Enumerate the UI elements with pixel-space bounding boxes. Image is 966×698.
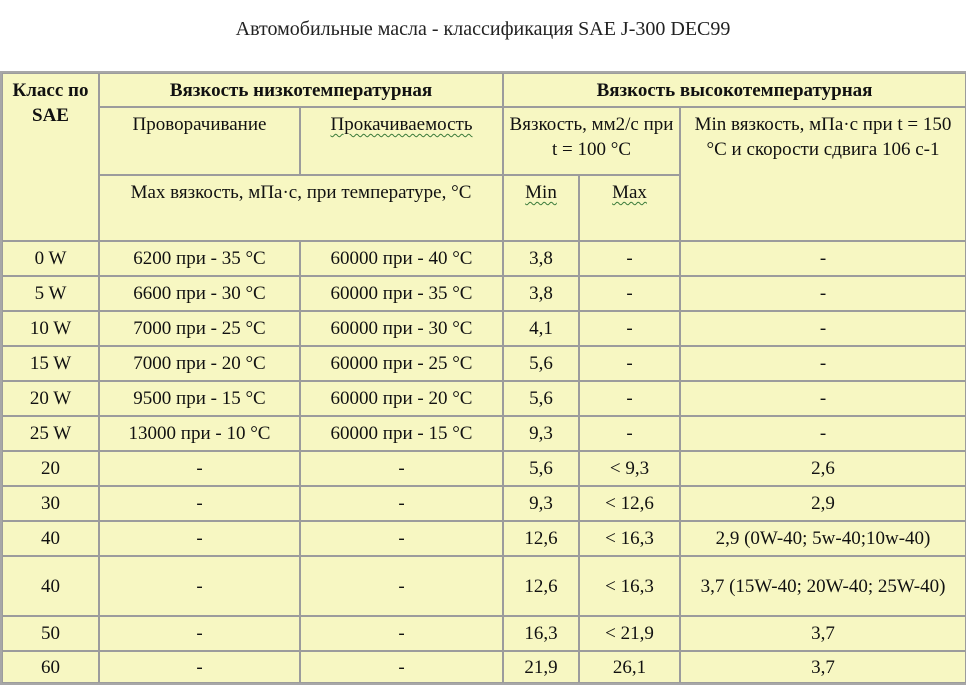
cell-pumping: 60000 при - 40 °С [300,241,503,276]
cell-min: 5,6 [503,451,579,486]
cell-min: 12,6 [503,556,579,616]
header-pumping-text: Прокачиваемость [330,114,473,135]
cell-hths: - [680,311,966,346]
cell-cranking: - [99,486,300,521]
cell-class: 30 [2,486,99,521]
cell-cranking: - [99,651,300,683]
table-row [2,346,966,381]
cell-class: 60 [2,651,99,683]
cell-hths: 2,9 (0W-40; 5w-40;10w-40) [680,521,966,556]
cell-max: - [579,416,680,451]
header-cranking: Проворачивание [99,107,300,175]
cell-cranking: 6600 при - 30 °С [99,276,300,311]
table-row [2,311,966,346]
header-max-text: Max [612,182,647,203]
header-low-temp: Вязкость низкотемпературная [99,73,503,107]
cell-min: 12,6 [503,521,579,556]
table-row [2,276,966,311]
cell-hths: 3,7 (15W-40; 20W-40; 25W-40) [680,556,966,616]
table-row [2,416,966,451]
page-title: Автомобильные масла - классификация SAE J-300 DEC99 [235,18,731,40]
cell-pumping: - [300,521,503,556]
cell-cranking: 9500 при - 15 °С [99,381,300,416]
cell-hths: 2,9 [680,486,966,521]
cell-class: 5 W [2,276,99,311]
cell-cranking: - [99,521,300,556]
cell-cranking: - [99,556,300,616]
cell-cranking: 7000 при - 25 °С [99,311,300,346]
header-min-text: Min [525,182,557,203]
cell-min: 5,6 [503,346,579,381]
table-row [2,616,966,651]
cell-class: 0 W [2,241,99,276]
cell-cranking: 6200 при - 35 °С [99,241,300,276]
cell-max: < 21,9 [579,616,680,651]
cell-hths: 3,7 [680,616,966,651]
cell-max: - [579,381,680,416]
header-high-temp: Вязкость высокотемпературная [503,73,966,107]
cell-min: 3,8 [503,276,579,311]
cell-hths: - [680,241,966,276]
cell-max: - [579,311,680,346]
table-row [2,381,966,416]
table-row [2,451,966,486]
cell-class: 10 W [2,311,99,346]
cell-max: - [579,276,680,311]
cell-cranking: - [99,616,300,651]
cell-class: 20 [2,451,99,486]
header-min [503,175,579,241]
cell-cranking: 13000 при - 10 °С [99,416,300,451]
cell-pumping: - [300,651,503,683]
header-pumping [300,107,503,175]
cell-pumping: - [300,616,503,651]
cell-max: < 12,6 [579,486,680,521]
cell-class: 50 [2,616,99,651]
cell-max: - [579,346,680,381]
cell-class: 25 W [2,416,99,451]
cell-hths: - [680,276,966,311]
header-row-1 [2,73,966,107]
cell-hths: - [680,381,966,416]
cell-min: 9,3 [503,416,579,451]
cell-class: 40 [2,556,99,616]
cell-max: < 16,3 [579,556,680,616]
cell-pumping: - [300,451,503,486]
table-row [2,486,966,521]
header-max [579,175,680,241]
cell-pumping: - [300,486,503,521]
cell-pumping: 60000 при - 30 °С [300,311,503,346]
cell-pumping: 60000 при - 25 °С [300,346,503,381]
cell-cranking: - [99,451,300,486]
cell-min: 9,3 [503,486,579,521]
cell-max: - [579,241,680,276]
cell-pumping: 60000 при - 20 °С [300,381,503,416]
cell-max: < 16,3 [579,521,680,556]
cell-max: 26,1 [579,651,680,683]
cell-hths: - [680,416,966,451]
header-min-viscosity-150: Min вязкость, мПа·с при t = 150 °С и скорости сдвига 106 с-1 [680,107,966,241]
cell-hths: 2,6 [680,451,966,486]
cell-hths: - [680,346,966,381]
cell-class: 15 W [2,346,99,381]
header-kinematic-viscosity: Вязкость, мм2/с при t = 100 °С [503,107,680,175]
cell-max: < 9,3 [579,451,680,486]
cell-min: 3,8 [503,241,579,276]
cell-hths: 3,7 [680,651,966,683]
cell-min: 5,6 [503,381,579,416]
cell-min: 16,3 [503,616,579,651]
cell-class: 20 W [2,381,99,416]
cell-min: 4,1 [503,311,579,346]
sae-classification-table [0,71,966,685]
table-row [2,556,966,616]
cell-pumping: 60000 при - 35 °С [300,276,503,311]
table-row [2,521,966,556]
table-row [2,241,966,276]
table-row [2,651,966,683]
cell-pumping: - [300,556,503,616]
cell-min: 21,9 [503,651,579,683]
cell-class: 40 [2,521,99,556]
header-row-2 [2,107,966,175]
cell-pumping: 60000 при - 15 °С [300,416,503,451]
header-sae-class: Класс по SAE [2,73,99,241]
header-max-viscosity-temp: Max вязкость, мПа·с, при температуре, °С [99,175,503,241]
cell-cranking: 7000 при - 20 °С [99,346,300,381]
